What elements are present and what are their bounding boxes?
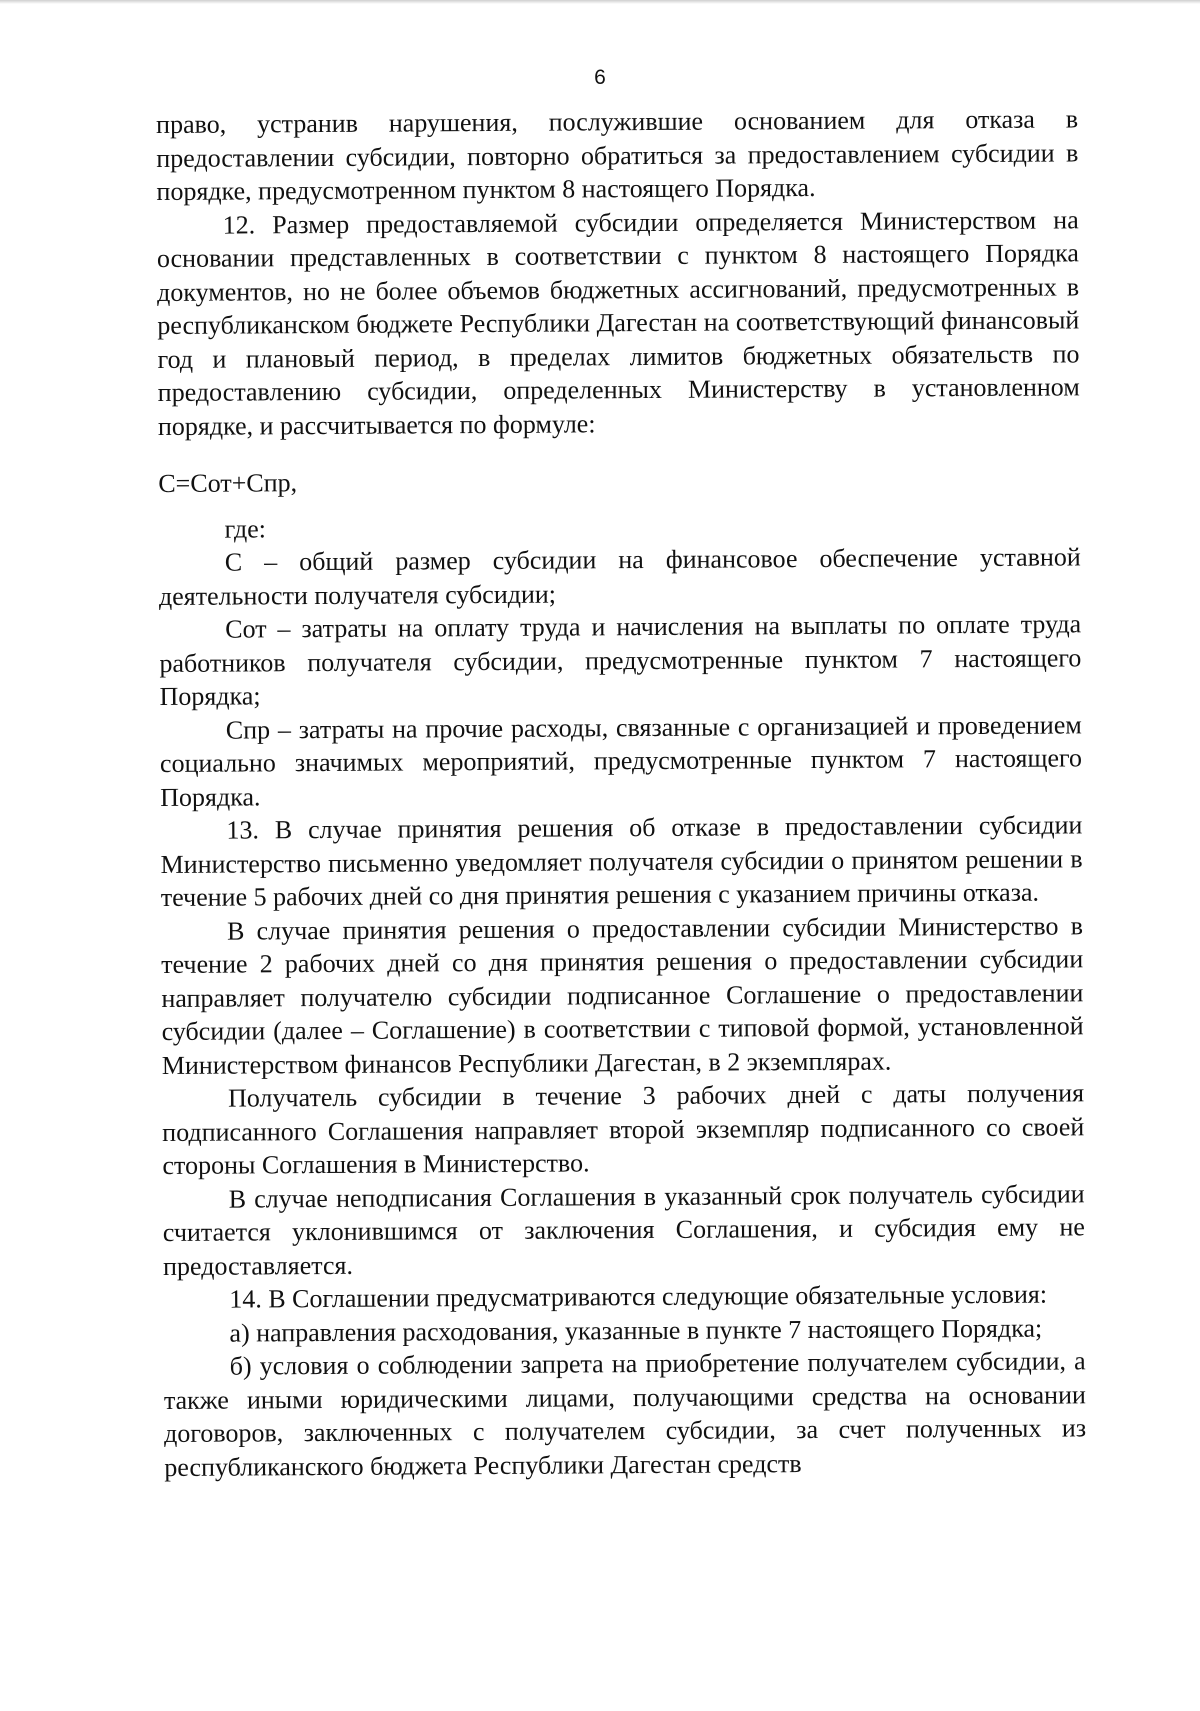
paragraph-clause-12: 12. Размер предоставляемой субсидии определяется Министерством на основании представленных в соответствии с пунктом 8 настоящего Порядка документов, но не более объемов бюджетных ассигнований, предусмотренных в республиканском бюджете Республики Дагестан на соответствующий финансовый год и плановый период, в пределах лимитов бюджетных обязательств по предоставлению субсидии, определенных Министерству в установленном порядке, и рассчитывается по формуле: <box>156 204 1080 441</box>
paragraph-agreement-unsigned: В случае неподписания Соглашения в указанный срок получатель субсидии считается уклонившимся от заключения Соглашения, и субсидия ему не предоставляется. <box>162 1178 1085 1281</box>
paragraph-clause-13: 13. В случае принятия решения об отказе в предоставлении субсидии Министерство письменно уведомляет получателя субсидии о принятом решении в течение 5 рабочих дней со дня принятия решения с указанием причины отказа. <box>160 810 1083 912</box>
list-item-a: а) направления расходования, указанные в пункте 7 настоящего Порядка; <box>229 1313 1043 1348</box>
formula: С=Сот+Спр, <box>158 468 298 498</box>
page-number: 6 <box>594 66 606 89</box>
formula-definition-c: С – общий размер субсидии на финансовое обеспечение уставной деятельности получателя субсидии; <box>158 542 1081 611</box>
formula-where-label: где: <box>224 513 267 544</box>
scan-edge <box>0 0 1200 4</box>
formula-definition-spr: Спр – затраты на прочие расходы, связанные с организацией и проведением социально значимых мероприятий, предусмотренные пунктом 7 настоящего Порядка. <box>159 709 1083 812</box>
paragraph-clause-14: 14. В Соглашении предусматриваются следующие обязательные условия: <box>229 1279 1048 1314</box>
document-body <box>156 102 1086 1484</box>
paragraph-continuation: право, устранив нарушения, послужившие основанием для отказа в предоставлении субсидии, повторно обратиться за предоставлением субсидии в порядке, предусмотренном пунктом 8 настоящего Порядка. <box>156 104 1079 206</box>
list-item-b: б) условия о соблюдении запрета на приобретение получателем субсидии, а также иными юридическими лицами, получающими средства на основании договоров, заключенных с получателем субсидии, за счет полученных из республиканского бюджета Республики Дагестан средств <box>163 1346 1087 1482</box>
formula-definition-sot: Сот – затраты на оплату труда и начисления на выплаты по оплате труда работников получателя субсидии, предусмотренные пунктом 7 настоящего Порядка; <box>159 609 1082 711</box>
paragraph-agreement-return: Получатель субсидии в течение 3 рабочих дней с даты получения подписанного Соглашения направляет второй экземпляр подписанного со своей стороны Соглашения в Министерство. <box>162 1078 1085 1180</box>
paragraph-agreement-sending: В случае принятия решения о предоставлении субсидии Министерство в течение 2 рабочих дней со дня принятия решения о предоставлении субсидии направляет получателю субсидии подписанное Соглашение о предоставлении субсидии (далее – Соглашение) в соответствии с типовой формой, установленной Министерством финансов Республики Дагестан, в 2 экземплярах. <box>161 910 1084 1080</box>
